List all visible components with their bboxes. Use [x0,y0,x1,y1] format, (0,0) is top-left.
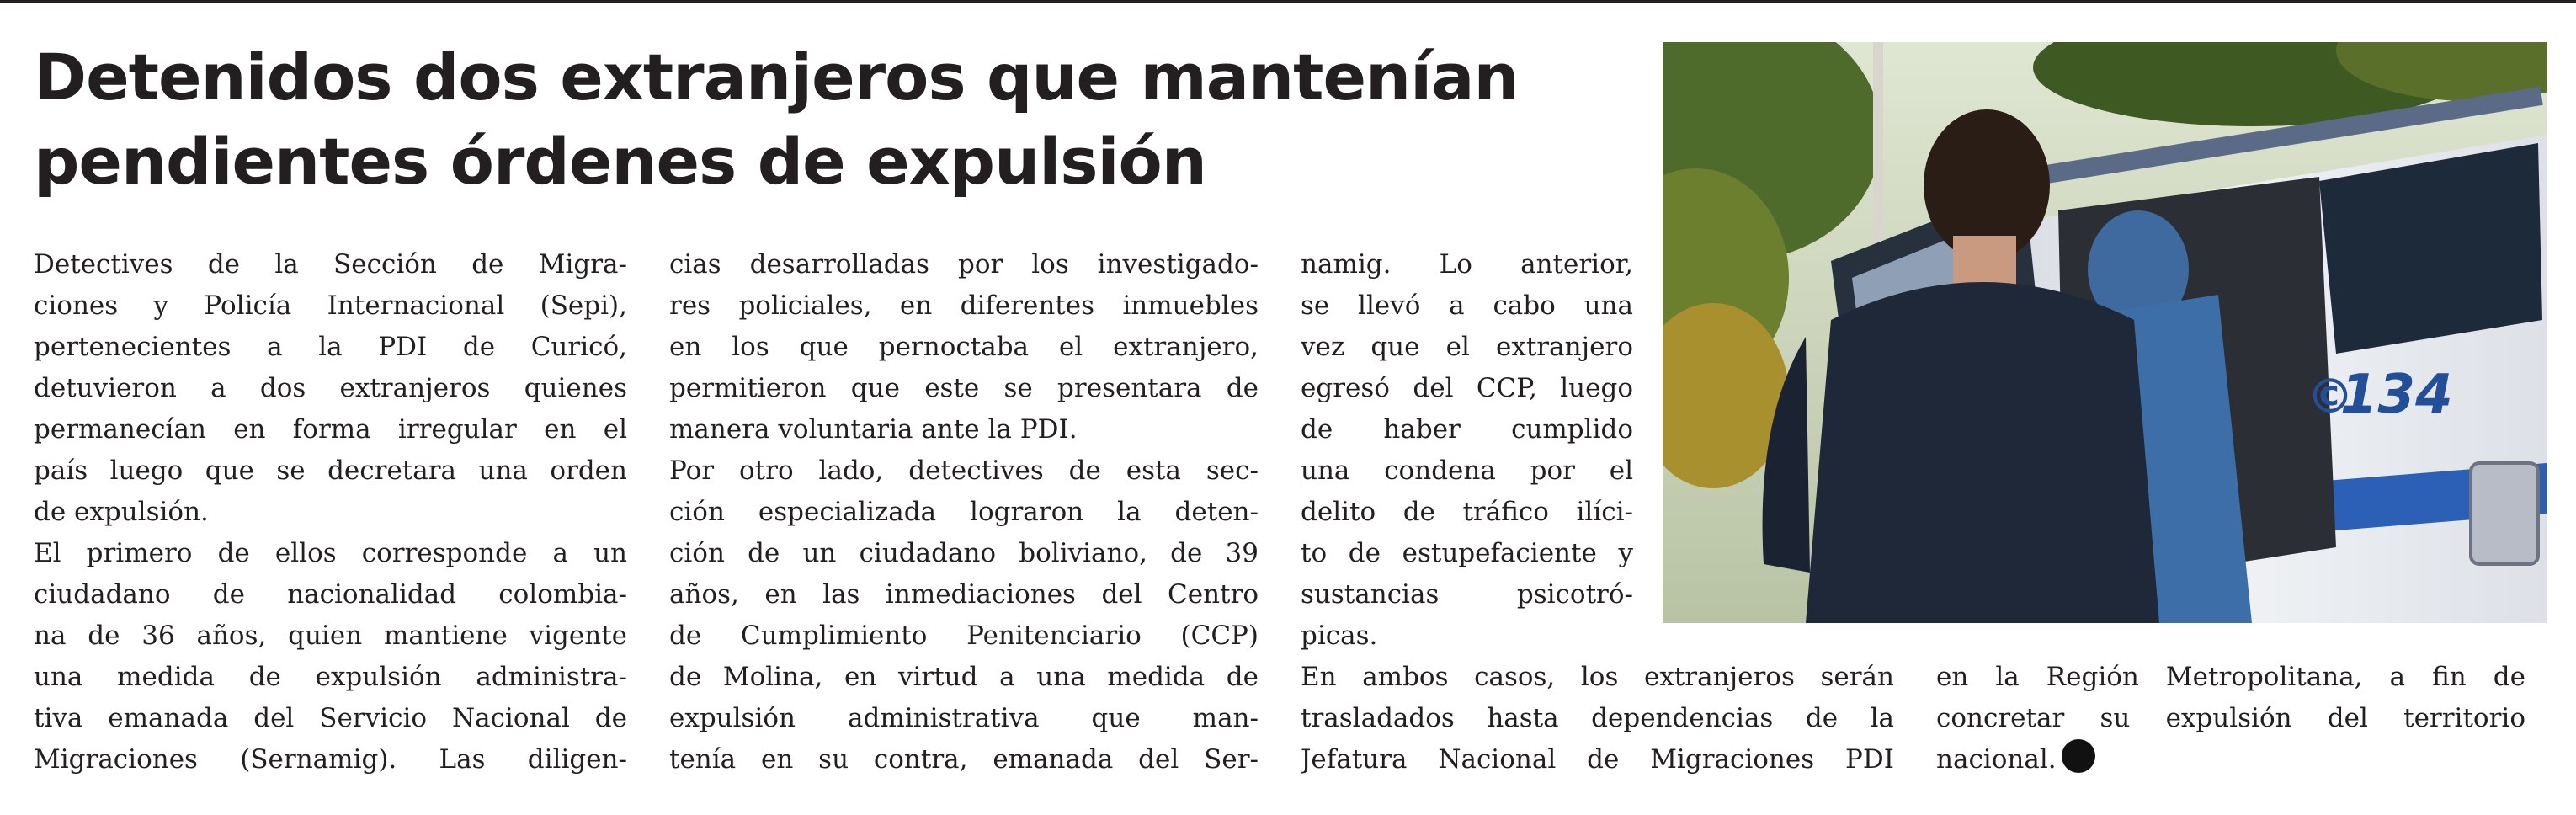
headline [34,35,1658,204]
body-line: pertenecientes a la PDI de Curicó, [34,332,627,362]
body-line: picas. [1301,621,1378,651]
body-line: de Cumplimiento Penitenciario (CCP) [669,621,1259,651]
body-line: años, en las inmediaciones del Centro [669,579,1259,610]
top-rule [0,0,2576,3]
body-line: en los que pernoctaba el extranjero, [669,332,1259,362]
body-line [1936,739,2525,780]
body-line-text: nacional. [1936,744,2057,775]
body-line: na de 36 años, quien mantiene vigente [34,621,627,651]
body-line: de haber cumplido [1301,414,1633,445]
body-line: de expulsión. [34,497,209,527]
body-line: cias desarrolladas por los investigado- [669,249,1259,280]
body-line: una condena por el [1301,455,1633,486]
body-line: trasladados hasta dependencias de la [1301,703,1894,733]
body-line: En ambos casos, los extranjeros serán [1301,662,1894,692]
body-line: concretar su expulsión del territorio [1936,703,2525,733]
body-line: Detectives de la Sección de Migra- [34,249,627,280]
body-line: ciudadano de nacionalidad colombia- [34,579,627,610]
article-photo [1663,42,2547,623]
body-line: se llevó a cabo una [1301,290,1633,321]
body-line: tiva emanada del Servicio Nacional de [34,703,627,733]
body-column-1 [34,244,627,780]
headline-line-2: pendientes órdenes de expulsión [34,124,1206,199]
body-line: El primero de ellos corresponde a un [34,538,627,568]
body-line: de Molina, en virtud a una medida de [669,662,1259,692]
body-column-3-bottom [1301,657,1894,780]
end-of-article-bullet [2062,739,2095,773]
body-line: manera voluntaria ante la PDI. [669,414,1078,445]
body-line: permanecían en forma irregular en el [34,414,627,445]
body-column-3 [1301,244,1633,657]
headline-line-1: Detenidos dos extranjeros que mantenían [34,40,1519,115]
body-line: ción especializada lograron la deten- [669,497,1259,527]
body-line: una medida de expulsión administra- [34,662,627,692]
vehicle-logo-icon: © [2307,370,2354,424]
body-line: país luego que se decretara una orden [34,455,627,486]
body-line: Migraciones (Sernamig). Las diligen- [34,744,627,775]
body-line: egresó del CCP, luego [1301,373,1633,403]
body-line: namig. Lo anterior, [1301,249,1633,280]
body-line: res policiales, en diferentes inmuebles [669,290,1259,321]
photo-illustration [1663,42,2547,623]
body-line: permitieron que este se presentara de [669,373,1259,403]
body-column-2 [669,244,1259,780]
body-line: en la Región Metropolitana, a fin de [1936,662,2525,692]
body-line: expulsión administrativa que man- [669,703,1259,733]
body-line: delito de tráfico ilíci- [1301,497,1633,527]
body-line: ciones y Policía Internacional (Sepi), [34,290,627,321]
vehicle-number: 134 [2340,364,2453,426]
body-column-4 [1936,657,2525,780]
body-line: ción de un ciudadano boliviano, de 39 [669,538,1259,568]
body-line: sustancias psicotró- [1301,579,1633,610]
body-line: Por otro lado, detectives de esta sec- [669,455,1259,486]
body-line: vez que el extranjero [1301,332,1633,362]
body-line: to de estupefaciente y [1301,538,1633,568]
body-line: detuvieron a dos extranjeros quienes [34,373,627,403]
body-line: Jefatura Nacional de Migraciones PDI [1301,744,1894,775]
body-line: tenía en su contra, emanada del Ser- [669,744,1259,775]
